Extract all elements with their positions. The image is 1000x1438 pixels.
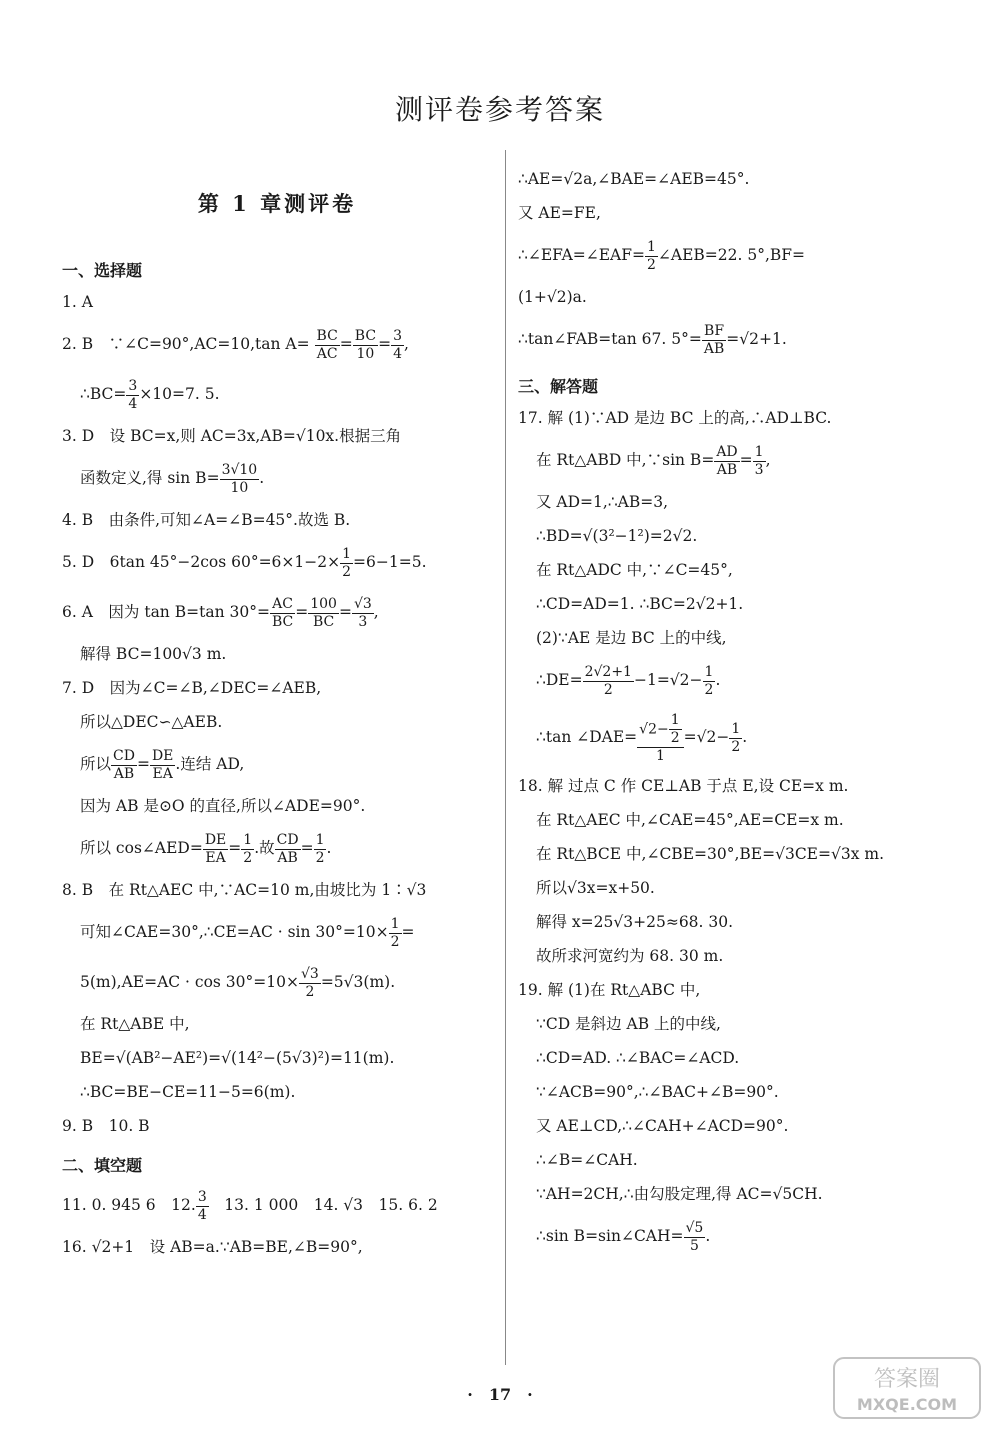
answer-17-b: 在 Rt△ABD 中,∵sin B= $\frac{AD}{AB}$ = $\frac{1}{3}$ , <box>536 443 771 478</box>
fraction: $\frac{1}{2}$ <box>243 831 253 866</box>
left-column <box>62 160 492 1264</box>
answer-18: 18. 解 过点 C 作 CE⊥AB 于点 E,设 CE=x m. <box>518 777 849 795</box>
answer-7-c: 所以 $\frac{CD}{AB}$ = $\frac{DE}{EA}$ .连结 AD, <box>80 747 245 782</box>
watermark-line1: 答案圈 <box>873 1367 941 1392</box>
answer-16: 16. √2+1 设 AB=a.∵AB=BE,∠B=90°, <box>62 1238 363 1256</box>
answer-11-15: 11. 0. 945 6 12. $\frac{3}{4}$ 13. 1 000 14. √3 15. 6. 2 <box>62 1188 438 1223</box>
chapter-title: 第 1 章测评卷 <box>197 191 357 216</box>
answer-8-b: 可知∠CAE=30°,∴CE=AC · sin 30°=10× $\frac{1}{2}$ = <box>80 915 415 950</box>
answer-7-b: 所以△DEC∽△AEB. <box>80 713 223 731</box>
section-solve: 三、解答题 <box>518 377 599 396</box>
fraction: $\frac{1}{2}$ <box>647 238 656 273</box>
answer-3: 3. D 设 BC=x,则 AC=3x,AB=√10x.根据三角 <box>62 427 402 445</box>
answer-19-h: ∴sin B=sin∠CAH= $\frac{√5}{5}$ . <box>536 1219 711 1254</box>
fraction: $\frac{√5}{5}$ <box>685 1219 704 1254</box>
answer-19: 19. 解 (1)在 Rt△ABC 中, <box>518 981 701 999</box>
answer-17-c: 又 AD=1,∴AB=3, <box>536 493 669 511</box>
fraction: $\frac{3}{4}$ <box>393 327 402 362</box>
answer-16-c: 又 AE=FE, <box>518 204 601 222</box>
column-divider <box>505 150 506 1365</box>
answer-19-d: ∵∠ACB=90°,∴∠BAC+∠B=90°. <box>536 1083 779 1101</box>
answer-2-cont: ∴BC= $\frac{3}{4}$ ×10=7. 5. <box>80 377 220 412</box>
watermark-line2: MXQE.COM <box>856 1395 958 1414</box>
fraction: $\frac{BF}{AB}$ <box>703 322 725 357</box>
answer-17-h: ∴DE= $\frac{2√2+1}{2}$ −1=√2− $\frac{1}{2}$ . <box>536 663 721 698</box>
answer-7-e: 所以 cos∠AED= $\frac{DE}{EA}$ = $\frac{1}{2}$ .故 $\frac{CD}{AB}$ = $\frac{1}{2}$ . <box>80 831 332 866</box>
answer-18-d: 所以√3x=x+50. <box>536 879 655 897</box>
fraction: $\frac{1}{2}$ <box>731 720 741 755</box>
answer-17-d: ∴BD=√(3²−1²)=2√2. <box>536 527 698 545</box>
fraction: $\frac{1}{2}$ <box>704 663 714 698</box>
fraction: $\frac{2√2+1}{2}$ <box>584 663 632 698</box>
page-number: · 17 · <box>467 1385 533 1404</box>
answer-18-e: 解得 x=25√3+25≈68. 30. <box>536 913 734 931</box>
fraction: $\frac{AD}{AB}$ <box>716 443 738 478</box>
page-title: 测评卷参考答案 <box>394 93 605 126</box>
answer-6: 6. A 因为 tan B=tan 30°= $\frac{AC}{BC}$ = $\frac{100}{BC}$ = $\frac{√3}{3}$ , <box>62 595 379 630</box>
fraction: $\frac{1}{2}$ <box>315 831 325 866</box>
answer-19-g: ∵AH=2CH,∴由勾股定理,得 AC=√5CH. <box>536 1185 823 1203</box>
fraction: $\frac{100}{BC}$ <box>310 595 337 630</box>
fraction: $\frac{3}{4}$ <box>197 1188 207 1223</box>
answer-18-c: 在 Rt△BCE 中,∠CBE=30°,BE=√3CE=√3x m. <box>536 845 885 863</box>
answer-18-b: 在 Rt△AEC 中,∠CAE=45°,AE=CE=x m. <box>536 811 844 829</box>
section-fill: 二、填空题 <box>62 1156 143 1175</box>
answer-7: 7. D 因为∠C=∠B,∠DEC=∠AEB, <box>62 679 322 697</box>
answer-7-d: 因为 AB 是⊙O 的直径,所以∠ADE=90°. <box>80 797 366 815</box>
answer-16-f: ∴tan∠FAB=tan 67. 5°= $\frac{BF}{AB}$ =√2+1. <box>518 322 787 357</box>
answer-8: 8. B 在 Rt△AEC 中,∵AC=10 m,由坡比为 1∶√3 <box>62 881 427 899</box>
answer-8-e: BE=√(AB²−AE²)=√(14²−(5√3)²)=11(m). <box>80 1049 395 1067</box>
answer-16-e: (1+√2)a. <box>518 288 587 306</box>
fraction: $\frac{1}{3}$ <box>754 443 764 478</box>
answer-16-d: ∴∠EFA=∠EAF= $\frac{1}{2}$ ∠AEB=22. 5°,BF= <box>518 238 806 273</box>
answer-9-10: 9. B 10. B <box>62 1117 150 1135</box>
fraction: $\frac{AC}{BC}$ <box>271 595 294 630</box>
answer-5: 5. D 6tan 45°−2cos 60°=6×1−2× $\frac{1}{2}$ =6−1=5. <box>62 545 427 580</box>
answer-4: 4. B 由条件,可知∠A=∠B=45°.故选 B. <box>62 511 351 529</box>
answer-17-e: 在 Rt△ADC 中,∵∠C=45°, <box>536 561 733 579</box>
answer-17-i: ∴tan ∠DAE= √2− $\frac{1}{2}$ 1 =√2− $\frac{1}{2}$ . <box>536 711 748 764</box>
answer-19-e: 又 AE⊥CD,∴∠CAH+∠ACD=90°. <box>536 1117 789 1135</box>
answer-19-c: ∴CD=AD. ∴∠BAC=∠ACD. <box>536 1049 740 1067</box>
fraction: $\frac{DE}{EA}$ <box>151 747 174 782</box>
fraction: $\frac{DE}{EA}$ <box>204 831 227 866</box>
answer-2: 2. B ∵∠C=90°,AC=10,tan A= $\frac{BC}{AC}$ = $\frac{BC}{10}$ = $\frac{3}{4}$ , <box>62 327 409 362</box>
fraction: $\frac{√3}{2}$ <box>300 965 319 1000</box>
section-choice: 一、选择题 <box>62 261 143 280</box>
right-column <box>518 162 958 1261</box>
answer-3-cont: 函数定义,得 sin B= $\frac{3√10}{10}$ . <box>80 461 265 496</box>
fraction: √2− $\frac{1}{2}$ 1 <box>637 712 683 765</box>
fraction: $\frac{√3}{3}$ <box>353 595 372 630</box>
answer-6-cont: 解得 BC=100√3 m. <box>80 645 227 663</box>
answer-17: 17. 解 (1)∵AD 是边 BC 上的高,∴AD⊥BC. <box>518 409 832 427</box>
answer-18-f: 故所求河宽约为 68. 30 m. <box>536 947 724 965</box>
fraction: $\frac{3√10}{10}$ <box>221 461 258 496</box>
fraction: $\frac{BC}{10}$ <box>354 327 377 362</box>
fraction: $\frac{CD}{AB}$ <box>113 747 135 782</box>
answer-8-c: 5(m),AE=AC · cos 30°=10× $\frac{√3}{2}$ =5√3(m). <box>80 965 396 1000</box>
watermark-logo <box>832 1356 982 1420</box>
answer-1: 1. A <box>62 293 93 311</box>
answer-19-b: ∵CD 是斜边 AB 上的中线, <box>536 1015 721 1033</box>
fraction: $\frac{CD}{AB}$ <box>276 831 299 866</box>
answer-16-b: ∴AE=√2a,∠BAE=∠AEB=45°. <box>518 170 750 188</box>
answer-8-f: ∴BC=BE−CE=11−5=6(m). <box>80 1083 296 1101</box>
answer-8-d: 在 Rt△ABE 中, <box>80 1015 190 1033</box>
answer-19-f: ∴∠B=∠CAH. <box>536 1151 638 1169</box>
answer-17-g: (2)∵AE 是边 BC 上的中线, <box>536 629 727 647</box>
fraction: $\frac{3}{4}$ <box>128 377 138 412</box>
fraction: $\frac{1}{2}$ <box>342 545 352 580</box>
fraction: $\frac{1}{2}$ <box>390 915 400 950</box>
fraction: $\frac{BC}{AC}$ <box>316 327 338 362</box>
answer-17-f: ∴CD=AD=1. ∴BC=2√2+1. <box>536 595 744 613</box>
